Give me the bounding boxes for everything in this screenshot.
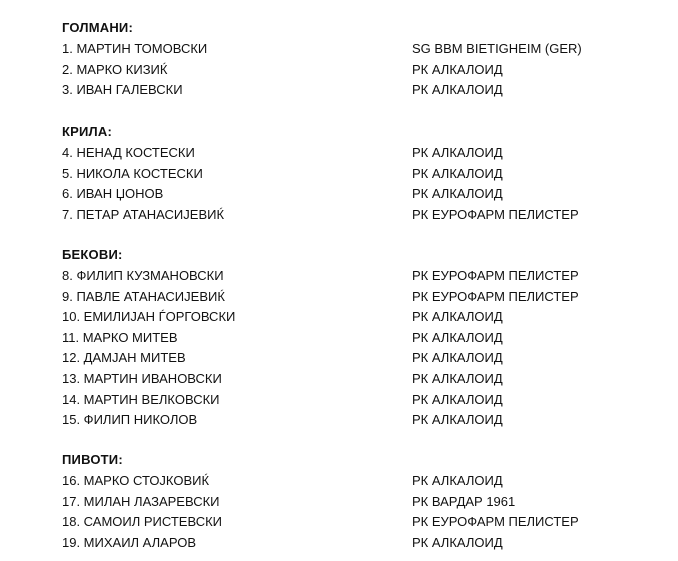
player-row [62,268,622,289]
player-club: РК АЛКАЛОИД [412,61,503,77]
player-name: 18. САМОИЛ РИСТЕВСКИ [62,514,223,530]
player-row [62,186,622,207]
player-club: РК АЛКАЛОИД [412,370,503,386]
player-name: 2. МАРКО КИЗИЌ [62,61,168,77]
section-heading: ГОЛМАНИ: [62,20,133,35]
player-name: 13. МАРТИН ИВАНОВСКИ [62,370,222,386]
player-row [62,41,622,62]
player-name: 5. НИКОЛА КОСТЕСКИ [62,165,203,181]
player-club: РК АЛКАЛОИД [412,165,503,181]
player-club: РК АЛКАЛОИД [412,534,503,550]
player-name: 8. ФИЛИП КУЗМАНОВСКИ [62,268,224,283]
player-row [62,330,622,351]
player-club: РК АЛКАЛОИД [412,412,503,428]
player-club: РК АЛКАЛОИД [412,329,503,345]
position-section [62,247,622,433]
player-club: РК АЛКАЛОИД [412,186,503,202]
player-club: РК ЕУРОФАРМ ПЕЛИСТЕР [412,268,579,283]
player-name: 17. МИЛАН ЛАЗАРЕВСКИ [62,493,220,509]
player-name: 14. МАРТИН ВЕЛКОВСКИ [62,391,220,407]
position-section [62,20,622,103]
section-heading: БЕКОВИ: [62,247,123,262]
player-row [62,62,622,83]
position-section [62,452,622,555]
player-row [62,412,622,433]
player-row [62,166,622,187]
player-club: РК ВАРДАР 1961 [412,493,516,509]
player-name: 7. ПЕТАР АТАНАСИЈЕВИЌ [62,206,225,222]
player-row [62,145,622,166]
player-club: РК АЛКАЛОИД [412,309,503,325]
player-name: 1. МАРТИН ТОМОВСКИ [62,41,208,56]
player-row [62,289,622,310]
player-row [62,473,622,494]
player-name: 6. ИВАН ЏОНОВ [62,186,164,202]
player-name: 15. ФИЛИП НИКОЛОВ [62,412,198,428]
player-club: РК АЛКАЛОИД [412,82,503,98]
player-club: РК АЛКАЛОИД [412,473,503,488]
player-row [62,494,622,515]
player-name: 9. ПАВЛЕ АТАНАСИЈЕВИЌ [62,288,225,304]
player-row [62,350,622,371]
player-name: 4. НЕНАД КОСТЕСКИ [62,145,195,160]
player-name: 12. ДАМЈАН МИТЕВ [62,350,186,366]
player-name: 10. ЕМИЛИЈАН ЃОРГОВСКИ [62,309,236,325]
player-name: 11. МАРКО МИТЕВ [62,329,178,345]
player-club: РК АЛКАЛОИД [412,145,503,160]
player-row [62,207,622,228]
player-club: SG BBM BIETIGHEIM (GER) [412,41,582,56]
player-club: РК ЕУРОФАРМ ПЕЛИСТЕР [412,288,579,304]
player-club: РК АЛКАЛОИД [412,391,503,407]
player-row [62,309,622,330]
player-row [62,392,622,413]
player-club: РК ЕУРОФАРМ ПЕЛИСТЕР [412,514,579,530]
player-row [62,82,622,103]
player-name: 19. МИХАИЛ АЛАРОВ [62,534,197,550]
player-row [62,514,622,535]
player-row [62,535,622,556]
player-club: РК АЛКАЛОИД [412,350,503,366]
section-heading: КРИЛА: [62,124,112,139]
player-name: 16. МАРКО СТОЈКОВИЌ [62,473,210,488]
position-section [62,124,622,227]
player-name: 3. ИВАН ГАЛЕВСКИ [62,82,183,98]
player-row [62,371,622,392]
section-heading: ПИВОТИ: [62,452,123,467]
player-club: РК ЕУРОФАРМ ПЕЛИСТЕР [412,206,579,222]
